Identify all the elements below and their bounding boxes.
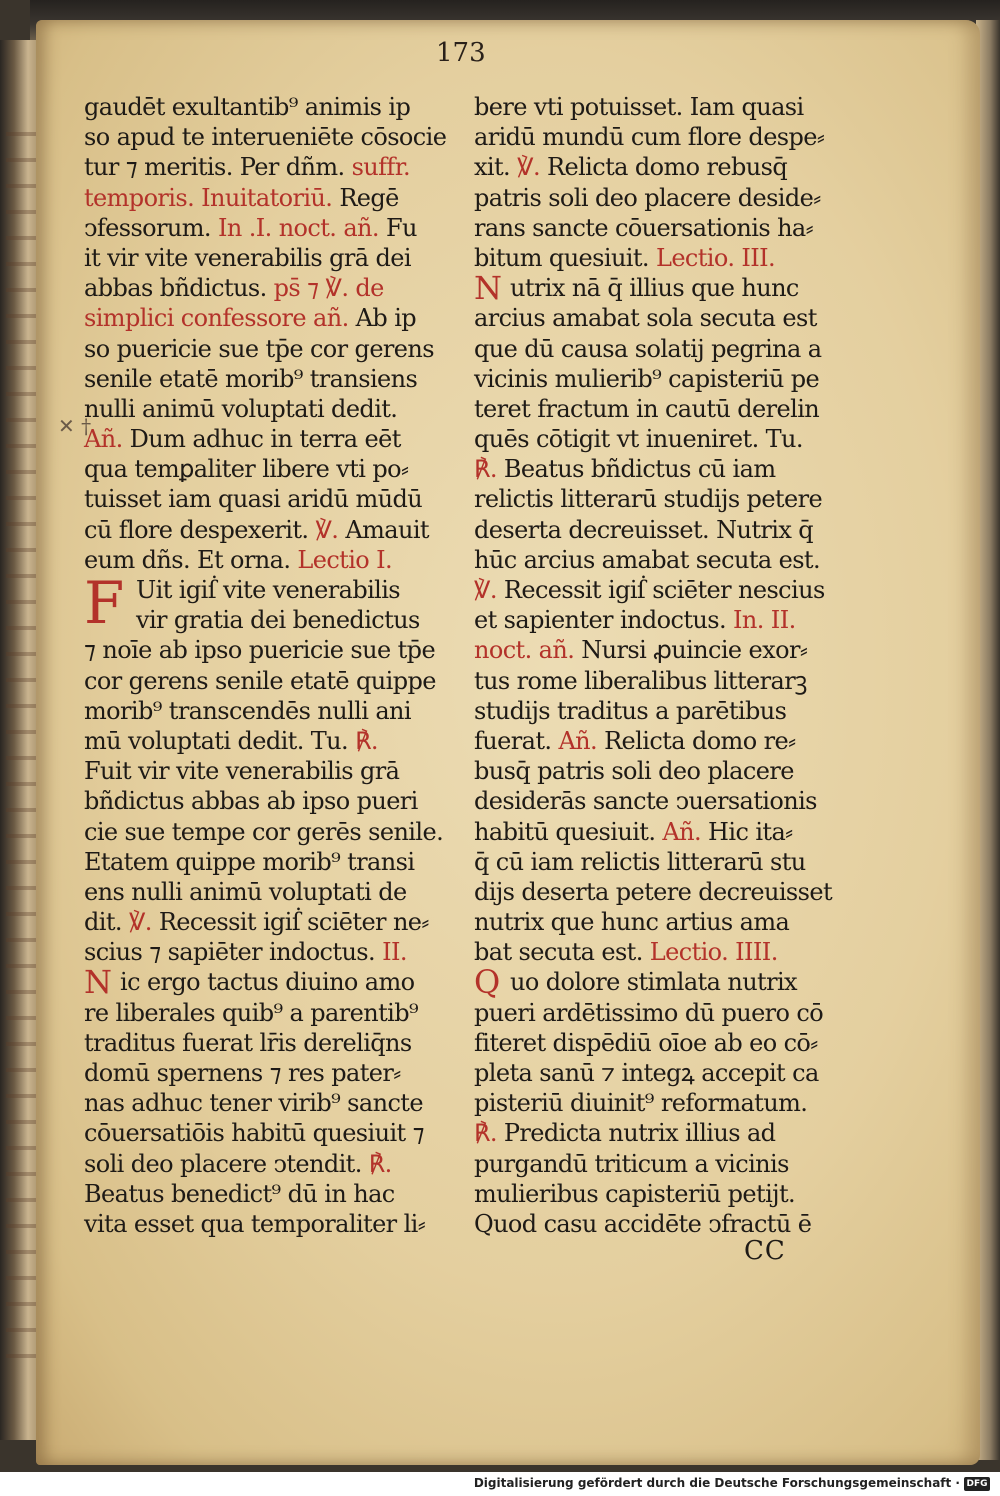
text-line	[474, 515, 844, 545]
text-line	[84, 605, 454, 635]
initial-letter: Q	[474, 963, 500, 1002]
text-line	[474, 1088, 844, 1118]
body-text: tuisset iam quasi aridū mūdū	[84, 485, 423, 514]
body-text: quēs cōtigit vt inueniret. Tu.	[474, 425, 803, 454]
text-line	[84, 1118, 454, 1148]
body-text: arcius amabat sola secuta est	[474, 304, 817, 333]
text-line	[84, 364, 454, 394]
body-text: domū spernens ⁊ res pater⸗	[84, 1059, 401, 1087]
text-line	[84, 1028, 454, 1058]
initial-letter: N	[474, 269, 502, 308]
initial-letter: F	[84, 569, 124, 637]
text-line	[84, 1179, 454, 1209]
body-text: so apud te interueniēte cōsocie	[84, 123, 447, 152]
text-line	[84, 454, 454, 484]
body-text: que dū causa solatij pegrina a	[474, 334, 822, 363]
text-line	[474, 1149, 844, 1179]
body-text: qua temꝑaliter libere vti po⸗	[84, 455, 409, 484]
body-text: pleta sanū ⁊ integꝝ accepit ca	[474, 1059, 819, 1087]
body-text: studijs traditus a parētibus	[474, 696, 787, 725]
body-text: habitū quesiuit.	[474, 817, 663, 846]
text-line	[84, 424, 454, 454]
rubric-text: temporis. Inuitatoriū.	[84, 183, 333, 212]
rubric-text: ℣.	[474, 576, 497, 604]
rubric-text: suffr.	[351, 153, 410, 182]
text-line	[474, 122, 844, 152]
text-line	[474, 605, 844, 635]
text-line	[474, 726, 844, 756]
rubric-text: II.	[382, 938, 407, 967]
body-text: rans sancte cōuersationis ha⸗	[474, 213, 814, 242]
body-text: Relicta domo rebusq̄	[539, 153, 788, 182]
footer-credit: Digitalisierung gefördert durch die Deutsche Forschungsgemeinschaft ·	[473, 1476, 960, 1490]
body-text: Etatem quippe morib⁹ transi	[84, 847, 415, 876]
body-text: deserta decreuisset. Nutrix q̄	[474, 515, 814, 544]
body-text: abbas bñdictus.	[84, 274, 274, 303]
body-text: nutrix que hunc artius ama	[474, 908, 790, 937]
text-line	[474, 575, 844, 605]
body-text: so puericie sue tp̄e cor gerens	[84, 334, 434, 363]
body-text: cōuersatiōis habitū quesiuit ⁊	[84, 1119, 424, 1148]
text-line	[84, 243, 454, 273]
body-text: Beatus bñdictus cū iam	[496, 455, 776, 484]
text-line	[474, 1028, 844, 1058]
text-line	[84, 696, 454, 726]
body-text: gaudēt exultantib⁹ animis ip	[84, 93, 411, 121]
text-line	[84, 907, 454, 937]
body-text: patris soli deo placere deside⸗	[474, 183, 821, 212]
body-text: fuerat.	[474, 726, 559, 755]
body-text: ⁊ noīe ab ipso puericie sue tp̄e	[84, 636, 436, 665]
left-page-edge	[0, 40, 40, 1440]
signature-mark: CC	[744, 1236, 786, 1266]
body-text: dit.	[84, 908, 129, 937]
body-text: pueri ardētissimo dū puero cō	[474, 998, 824, 1027]
body-text: q̄ cū iam relictis litterarū stu	[474, 847, 806, 876]
text-line	[84, 998, 454, 1028]
rubric-text: Lectio. III.	[655, 243, 776, 272]
body-text: bñdictus abbas ab ipso pueri	[84, 787, 418, 816]
body-text: Nursi ꝓuincie exor⸗	[574, 636, 808, 665]
body-text: Predicta nutrix illius ad	[496, 1119, 776, 1148]
body-text: uo dolore stimlata nutrix	[510, 968, 797, 997]
text-line	[84, 213, 454, 243]
rubric-text: ℟.	[474, 1119, 497, 1148]
rubric-text: ℟.	[474, 455, 497, 484]
body-text: relictis litterarū studijs petere	[474, 485, 823, 514]
body-text: Recessit igiẛ sciēter ne⸗	[151, 908, 429, 937]
body-text: Fuit vir vite venerabilis grā	[84, 757, 400, 786]
body-text: Relicta domo re⸗	[597, 726, 796, 755]
body-text: traditus fuerat lr̄is dereliq̄ns	[84, 1028, 412, 1057]
body-text: xit.	[474, 153, 518, 182]
rubric-text: In. II.	[733, 606, 796, 635]
body-text: dijs deserta petere decreuisset	[474, 877, 832, 906]
rubric-text: Lectio. IIII.	[649, 938, 778, 967]
body-text: Ab ip	[348, 304, 417, 333]
body-text: Beatus benedict⁹ dū in hac	[84, 1179, 395, 1208]
text-line	[84, 817, 454, 847]
text-line	[474, 269, 844, 308]
rubric-text: In .I. noct. añ.	[217, 213, 379, 242]
text-line	[84, 394, 454, 424]
body-text: Hic ita⸗	[701, 817, 793, 846]
rubric-text: Lectio I.	[297, 545, 393, 574]
body-text: soli deo placere ↄtendit.	[84, 1149, 369, 1178]
text-line	[84, 273, 454, 303]
text-line	[474, 998, 844, 1028]
text-line	[84, 937, 454, 967]
text-line	[474, 937, 844, 967]
body-text: desiderās sancte ↄuersationis	[474, 787, 817, 816]
body-text: eum dñs. Et orna.	[84, 545, 298, 574]
body-text: ic ergo tactus diuino amo	[120, 968, 415, 997]
body-text: bat secuta est.	[474, 938, 650, 967]
rubric-text: Añ.	[84, 425, 123, 454]
body-text: nulli animū voluptati dedit.	[84, 394, 398, 423]
text-line	[474, 907, 844, 937]
body-text: utrix nā q̄ illius que hunc	[510, 274, 799, 303]
body-text: Fu	[378, 213, 417, 242]
rubric-text: ℟.	[368, 1149, 392, 1178]
text-line	[474, 545, 844, 575]
text-line	[474, 243, 844, 273]
body-text: tus rome liberalibus litterarꝫ	[474, 666, 807, 695]
rubric-text: simplici confessore añ.	[84, 304, 349, 333]
text-line	[474, 817, 844, 847]
body-text: Regē	[332, 183, 399, 212]
body-text: Uit igiẛ vite venerabilis	[136, 576, 401, 604]
body-text: nas adhuc tener virib⁹ sancte	[84, 1089, 423, 1118]
text-line	[474, 756, 844, 786]
text-line	[474, 1118, 844, 1148]
text-line	[84, 877, 454, 907]
rubric-text: ℣.	[517, 153, 540, 182]
body-text: morib⁹ transcendēs nulli ani	[84, 696, 411, 725]
text-line	[474, 786, 844, 816]
text-line	[84, 726, 454, 756]
body-text: Recessit igiẛ sciēter nescius	[496, 576, 825, 604]
text-line	[474, 152, 844, 182]
text-line	[84, 786, 454, 816]
text-line	[84, 756, 454, 786]
body-text: teret fractum in cautū derelin	[474, 394, 820, 423]
text-line	[474, 1209, 844, 1239]
body-text: pisteriū diuinit⁹ reformatum.	[474, 1089, 808, 1118]
text-line	[84, 484, 454, 514]
body-text: Amauit	[338, 515, 429, 544]
text-line	[84, 1088, 454, 1118]
text-line	[474, 963, 844, 1002]
folio-number: 173	[436, 38, 486, 68]
text-line	[474, 213, 844, 243]
text-line	[84, 183, 454, 213]
body-text: bere vti potuisset. Iam quasi	[474, 93, 804, 121]
text-line	[84, 847, 454, 877]
body-text: aridū mundū cum flore despe⸗	[474, 123, 825, 152]
text-line	[474, 635, 844, 665]
body-text: cū flore despexerit.	[84, 515, 316, 544]
initial-letter: N	[84, 963, 112, 1002]
body-text: Quod casu accidēte ↄfractū ē	[474, 1209, 812, 1238]
text-line	[84, 666, 454, 696]
text-line	[474, 484, 844, 514]
text-line	[84, 152, 454, 182]
text-line	[84, 1149, 454, 1179]
body-text: cie sue tempe cor gerēs senile.	[84, 817, 444, 846]
body-text: ens nulli animū voluptati de	[84, 877, 407, 906]
body-text: bitum quesiuit.	[474, 243, 656, 272]
body-text: scius ⁊ sapiēter indoctus.	[84, 938, 383, 967]
text-line	[474, 1179, 844, 1209]
text-line	[84, 545, 454, 575]
body-text: cor gerens senile etatē quippe	[84, 666, 436, 695]
rubric-text: ℣.	[315, 515, 339, 544]
body-text: mū voluptati dedit. Tu.	[84, 726, 356, 755]
text-line	[474, 877, 844, 907]
body-text: senile etatē morib⁹ transiens	[84, 364, 418, 393]
body-text: tur ⁊ meritis. Per dñm.	[84, 153, 352, 182]
text-line	[474, 454, 844, 484]
body-text: vicinis mulierib⁹ capisteriū pe	[474, 364, 820, 393]
body-text: hūc arcius amabat secuta est.	[474, 545, 820, 574]
body-text: Dum adhuc in terra eēt	[122, 425, 401, 454]
body-text: vir gratia dei benedictus	[136, 606, 420, 635]
text-line	[84, 303, 454, 333]
rubric-text: ℣.	[128, 908, 152, 937]
text-line	[84, 122, 454, 152]
rubric-text: ps̄ ⁊ ℣. de	[273, 274, 384, 303]
text-line	[474, 394, 844, 424]
text-line	[84, 92, 454, 122]
text-line	[84, 515, 454, 545]
rubric-text: noct. añ.	[474, 636, 575, 665]
body-text: fiteret dispēdiū oīoe ab eo cō⸗	[474, 1028, 818, 1057]
text-column-right	[474, 92, 844, 1239]
rubric-text: Añ.	[662, 817, 702, 846]
body-text: vita esset qua temporaliter li⸗	[84, 1209, 426, 1238]
text-line	[84, 1209, 454, 1239]
rubric-text: ℟.	[355, 726, 378, 755]
text-line	[84, 635, 454, 665]
text-line	[474, 424, 844, 454]
margin-mark: ✕ †	[58, 414, 92, 438]
body-text: re liberales quib⁹ a parentib⁹	[84, 998, 418, 1027]
dfg-logo: DFG	[964, 1477, 990, 1491]
text-line	[474, 847, 844, 877]
text-line	[474, 1058, 844, 1088]
text-line	[474, 334, 844, 364]
rubric-text: Añ.	[558, 726, 598, 755]
text-line	[84, 963, 454, 1002]
body-text: it vir vite venerabilis grā dei	[84, 243, 411, 272]
text-line	[474, 696, 844, 726]
text-line	[84, 334, 454, 364]
text-line	[474, 92, 844, 122]
text-line	[84, 1058, 454, 1088]
text-column-left	[84, 92, 454, 1239]
body-text: busq̄ patris soli deo placere	[474, 757, 794, 786]
body-text: ↄfessorum.	[84, 213, 218, 242]
body-text: et sapienter indoctus.	[474, 606, 734, 635]
text-line	[474, 303, 844, 333]
body-text: purgandū triticum a vicinis	[474, 1149, 789, 1178]
body-text: mulieribus capisteriū petijt.	[474, 1179, 796, 1208]
footer-bar	[0, 1472, 1000, 1496]
text-line	[474, 364, 844, 394]
text-line	[474, 666, 844, 696]
text-line	[474, 183, 844, 213]
